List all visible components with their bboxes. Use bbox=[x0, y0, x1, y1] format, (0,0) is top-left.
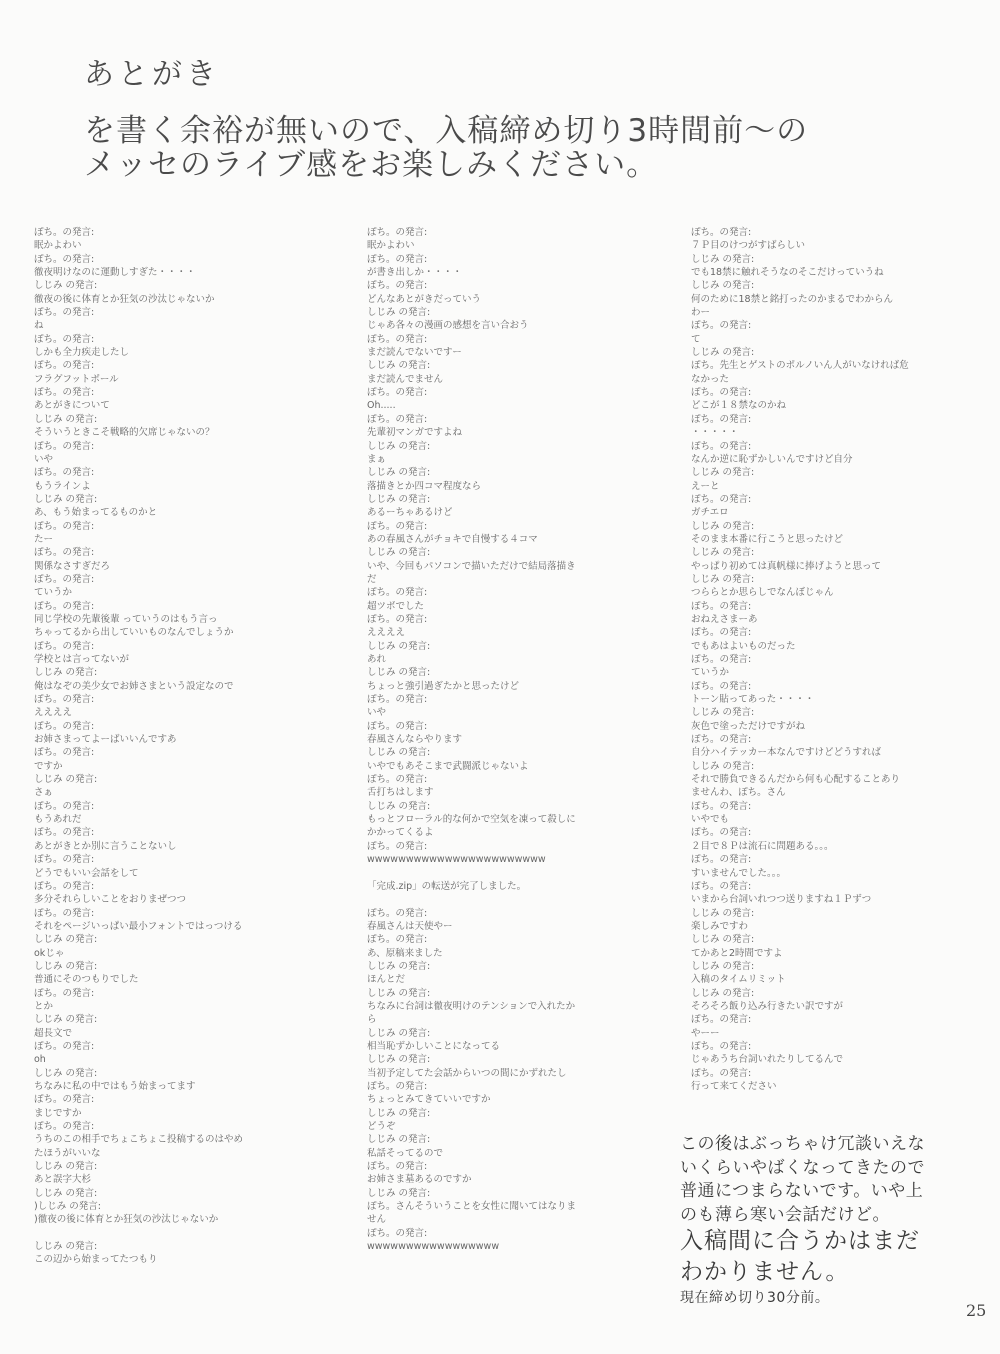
chat-line: しじみ の発言: bbox=[367, 1187, 431, 1199]
chat-line: しじみ の発言: bbox=[367, 1027, 431, 1039]
chat-line: わー bbox=[691, 307, 711, 319]
chat-line: )徹夜の後に体育とか狂気の沙汰じゃないか bbox=[34, 1214, 219, 1226]
chat-line: しじみ の発言: bbox=[367, 1054, 431, 1066]
chat-line: しじみ の発言: bbox=[34, 1187, 98, 1199]
chat-line: しじみ の発言: bbox=[691, 347, 755, 359]
chat-line: ぽち。の発言: bbox=[691, 320, 752, 332]
chat-line: おねえさまーあ bbox=[691, 613, 758, 625]
chat-line: 当初予定してた会話からいつの間にかずれたし bbox=[367, 1067, 567, 1079]
chat-line: しじみ の発言: bbox=[34, 774, 98, 786]
header-line-1: を書く余裕が無いので、入稿締め切り3時間前～の bbox=[84, 113, 809, 149]
chat-line: 眠かよわい bbox=[34, 240, 82, 252]
chat-line: okじゃ bbox=[34, 947, 65, 959]
chat-line: ぽち。の発言: bbox=[34, 520, 95, 532]
chat-line: ぽち。の発言: bbox=[691, 654, 752, 665]
chat-line: まぁ bbox=[367, 453, 387, 465]
chat-line: あれ bbox=[367, 654, 387, 665]
chat-line: じゃあ各々の漫画の感想を言い合おう bbox=[367, 320, 529, 332]
chat-line: ぽち。の発言: bbox=[367, 907, 428, 919]
chat-line: やーー bbox=[691, 1027, 720, 1039]
chat-line: えーと bbox=[691, 480, 720, 492]
chat-line: しじみ の発言: bbox=[367, 667, 431, 679]
chat-line: ぽち。の発言: bbox=[34, 360, 95, 372]
chat-line: ぽち。の発言: bbox=[367, 613, 428, 625]
chat-line: ぽち。先生とゲストのポルノいん人がいなければ危 bbox=[691, 360, 909, 372]
chat-line: いやでも bbox=[691, 814, 730, 826]
note-line: 普通につまらないです。いや上 bbox=[680, 1181, 924, 1201]
chat-line: 先輩初マンガですよね bbox=[367, 427, 463, 439]
note-line: のも薄ら寒い会話だけど。 bbox=[680, 1204, 890, 1225]
chat-line: あるーちゃあるけど bbox=[367, 507, 453, 519]
page-number: 25 bbox=[966, 1301, 987, 1320]
chat-line: いや bbox=[34, 453, 54, 465]
chat-line: ぽち。の発言: bbox=[367, 694, 428, 706]
chat-line: トーン貼ってあった・・・・ bbox=[691, 694, 815, 706]
chat-line: もうあれだ bbox=[34, 814, 82, 826]
chat-line: ぽち。の発言: bbox=[691, 1014, 752, 1026]
chat-line: 何のために18禁と銘打ったのかまるでわからん bbox=[691, 293, 893, 305]
chat-line: しじみ の発言: bbox=[34, 1067, 98, 1079]
closing-note-small bbox=[680, 1133, 980, 1227]
header-line-2: メッセのライブ感をお楽しみください。 bbox=[84, 147, 659, 183]
chat-line bbox=[34, 1227, 334, 1240]
chat-line: ちょっと強引過ぎたかと思ったけど bbox=[367, 680, 520, 692]
chat-line: 春風さんは天使やー bbox=[367, 920, 453, 932]
chat-line: ガチエロ bbox=[691, 507, 729, 519]
chat-line: ぽち。の発言: bbox=[691, 387, 752, 399]
chat-line: しじみ の発言: bbox=[367, 987, 431, 999]
chat-line: ぽち。の発言: bbox=[34, 1094, 95, 1106]
closing-note-large bbox=[680, 1226, 980, 1288]
chat-line: フラグフットボール bbox=[34, 373, 119, 385]
chat-line: お姉さま墓あるのですか bbox=[367, 1174, 472, 1186]
chat-line: しじみ の発言: bbox=[367, 747, 431, 759]
chat-line: 学校とは言ってないが bbox=[34, 654, 130, 665]
chat-line: さぁ bbox=[34, 787, 54, 799]
chat-line: あ、原稿来ました bbox=[367, 947, 443, 959]
chat-line: 眠かよわい bbox=[367, 240, 415, 252]
chat-line: しじみ の発言: bbox=[691, 467, 755, 479]
chat-line bbox=[367, 893, 657, 906]
chat-line: しじみ の発言: bbox=[34, 1014, 98, 1026]
chat-line: 超長文で bbox=[34, 1027, 73, 1039]
chat-line: なかった bbox=[691, 373, 730, 385]
chat-line: ぽち。の発言: bbox=[691, 227, 752, 238]
chat-line: ぽち。の発言: bbox=[367, 587, 428, 599]
chat-line: ええええ bbox=[367, 627, 406, 639]
chat-line: しじみ の発言: bbox=[34, 1241, 98, 1253]
chat-line: が書き出しか・・・・ bbox=[367, 267, 463, 279]
chat-line: wwwwwwwwwwwwwwwww bbox=[367, 1241, 500, 1253]
chat-line: て bbox=[691, 333, 701, 345]
chat-line: すいませんでした。。。 bbox=[691, 867, 787, 879]
chat-line: しじみ の発言: bbox=[367, 800, 431, 812]
chat-line: Oh..... bbox=[367, 400, 396, 412]
chat-line: ぽち。の発言: bbox=[34, 547, 95, 559]
chat-line: ね bbox=[34, 320, 44, 332]
chat-line: お姉さまってよーばいいんですあ bbox=[34, 734, 177, 746]
chat-line: 相当恥ずかしいことになってる bbox=[367, 1040, 501, 1052]
note-line: わかりません。 bbox=[680, 1259, 850, 1285]
chat-line: そろそろ飯り込み行きたい訳ですが bbox=[691, 1000, 844, 1012]
note-line: この後はぶっちゃけ冗談いえな bbox=[680, 1134, 925, 1154]
chat-line: あ、もう始まってるものかと bbox=[34, 507, 158, 519]
chat-line: ぽち。の発言: bbox=[367, 1161, 428, 1173]
chat-line: ぽち。の発言: bbox=[367, 840, 428, 852]
chat-line: たー bbox=[34, 533, 54, 545]
chat-line: 俺はなぞの美少女でお姉さまという設定なので bbox=[34, 680, 234, 692]
chat-line: ぽち。の発言: bbox=[691, 880, 752, 892]
chat-line: ぽち。の発言: bbox=[367, 227, 428, 238]
chat-line: ぽち。の発言: bbox=[691, 680, 752, 692]
chat-line: oh bbox=[34, 1054, 46, 1066]
chat-line: じゃあうち台詞いれたりしてるんで bbox=[691, 1054, 844, 1066]
chat-line: ぽち。の発言: bbox=[691, 600, 752, 612]
chat-line: しじみ の発言: bbox=[367, 440, 431, 452]
chat-line: かかってくるよ bbox=[367, 827, 434, 839]
chat-line: うちのこの相手でちょこちょこ投稿するのはやめ bbox=[34, 1134, 244, 1146]
chat-line: ていうか bbox=[34, 587, 73, 599]
chat-line: しじみ の発言: bbox=[691, 760, 755, 772]
chat-line: しじみ の発言: bbox=[34, 413, 98, 425]
note-line: いくらいやばくなってきたので bbox=[680, 1157, 925, 1178]
chat-line: しじみ の発言: bbox=[367, 1107, 431, 1119]
chat-line: しじみ の発言: bbox=[367, 547, 431, 559]
chat-line: せん bbox=[367, 1214, 387, 1226]
chat-line: しじみ の発言: bbox=[34, 280, 98, 292]
chat-line: まじですか bbox=[34, 1107, 82, 1119]
chat-line: しじみ の発言: bbox=[367, 960, 431, 972]
chat-line: ですか bbox=[34, 760, 63, 772]
chat-line: どこが１８禁なのかね bbox=[691, 400, 787, 412]
chat-line: いやでもあそこまで武闘派じゃないよ bbox=[367, 760, 529, 772]
chat-line: 舌打ちはします bbox=[367, 787, 434, 799]
chat-line: ぽち。の発言: bbox=[691, 734, 752, 746]
chat-line: しじみ の発言: bbox=[367, 493, 431, 505]
chat-line: それで勝負できるんだから何も心配することあり bbox=[691, 774, 901, 786]
chat-line: ぽち。の発言: bbox=[34, 1121, 95, 1133]
chat-line: ぽち。の発言: bbox=[691, 827, 752, 839]
chat-line: ぽち。の発言: bbox=[367, 720, 428, 732]
chat-line: つららとか思らしでなんぼじゃん bbox=[691, 587, 834, 599]
chat-line: 自分ハイテッカー本なんですけどどうすれば bbox=[691, 747, 882, 759]
chat-line: ぽち。の発言: bbox=[34, 440, 95, 452]
chat-line: ぽち。の発言: bbox=[34, 854, 95, 866]
chat-line: もっとフローラル的な何かで空気を凍って殺しに bbox=[367, 814, 576, 826]
chat-line: ぽち。の発言: bbox=[367, 413, 428, 425]
chat-line: ぽち。の発言: bbox=[34, 827, 95, 839]
chat-line: しじみ の発言: bbox=[691, 987, 755, 999]
chat-line: あとがきについて bbox=[34, 400, 110, 412]
chat-line: しじみ の発言: bbox=[691, 253, 755, 265]
chat-line: 「完成.zip」の転送が完了しました。 bbox=[367, 880, 527, 892]
chat-line: もうラインよ bbox=[34, 480, 91, 492]
chat-line: ぽち。の発言: bbox=[34, 987, 95, 999]
chat-line: ていうか bbox=[691, 667, 730, 679]
chat-line bbox=[367, 867, 657, 880]
chat-line: いまから台詞いれつつ送りますね１Ｐずつ bbox=[691, 894, 872, 906]
chat-line: ぽち。の発言: bbox=[34, 720, 95, 732]
chat-line: しじみ の発言: bbox=[367, 360, 431, 372]
chat-line: まだ読んでません bbox=[367, 373, 444, 385]
chat-line: 楽しみですわ bbox=[691, 920, 749, 932]
chat-line: ぽち。の発言: bbox=[34, 640, 95, 652]
chat-line: どんなあとがきだっていう bbox=[367, 293, 482, 305]
chat-line: しじみ の発言: bbox=[691, 547, 755, 559]
chat-line: ぽち。の発言: bbox=[691, 854, 752, 866]
chat-line: ぽち。の発言: bbox=[34, 880, 95, 892]
chat-line: 関係なさすぎだろ bbox=[34, 560, 111, 572]
chat-line: 徹夜の後に体育とか狂気の沙汰じゃないか bbox=[34, 293, 215, 305]
chat-line: ７Ｐ目のけつがすばらしい bbox=[691, 240, 806, 252]
chat-line: 徹夜明けなのに運動しすぎた・・・・ bbox=[34, 267, 196, 279]
chat-line: ２目で８Ｐは流石に問題ある。。。 bbox=[691, 840, 834, 852]
chat-line: 落描きとか四コマ程度なら bbox=[367, 480, 482, 492]
chat-line: いや bbox=[367, 707, 387, 719]
chat-line: ぽち。の発言: bbox=[367, 387, 428, 399]
chat-line: どうでもいい会話をして bbox=[34, 867, 139, 879]
chat-line: ぽち。の発言: bbox=[691, 440, 752, 452]
chat-line: だ bbox=[367, 573, 377, 585]
chat-line: 同じ学校の先輩後輩 っていうのはもう言っ bbox=[34, 613, 218, 625]
chat-line: 多分それらしいことをおりまぜつつ bbox=[34, 894, 187, 906]
chat-line: ぽち。の発言: bbox=[34, 800, 95, 812]
chat-line: しじみ の発言: bbox=[691, 280, 755, 292]
chat-line: ぽち。の発言: bbox=[34, 467, 95, 479]
chat-line: そういうときこそ戦略的欠席じゃないの？ bbox=[34, 427, 215, 439]
chat-line: ぽち。の発言: bbox=[691, 1067, 752, 1079]
chat-line: しかも全力疾走したし bbox=[34, 347, 130, 359]
chat-line: しじみ の発言: bbox=[367, 640, 431, 652]
chat-log-column-3 bbox=[691, 226, 971, 1093]
chat-line: ぽち。の発言: bbox=[34, 694, 95, 706]
chat-line: )しじみ の発言: bbox=[34, 1201, 101, 1213]
chat-line: 灰色で塗っただけですがね bbox=[691, 720, 806, 732]
page-title: あとがき bbox=[84, 57, 220, 92]
chat-line: ぽち。の発言: bbox=[367, 333, 428, 345]
chat-line: しじみ の発言: bbox=[34, 493, 98, 505]
chat-line: ほんとだ bbox=[367, 974, 406, 986]
chat-line: あの春風さんがチョキで自慢する４コマ bbox=[367, 533, 538, 545]
chat-line: ぽち。の発言: bbox=[34, 307, 95, 319]
chat-line: ぽち。の発言: bbox=[367, 1227, 428, 1239]
chat-line: ぽち。の発言: bbox=[34, 387, 95, 399]
chat-line: 入稿のタイムリミット bbox=[691, 974, 786, 986]
chat-line: ちょっとみてきていいですか bbox=[367, 1094, 491, 1106]
chat-line: 超ツボでした bbox=[367, 600, 425, 612]
chat-line: ぽち。の発言: bbox=[691, 627, 752, 639]
chat-line: ぽち。の発言: bbox=[691, 800, 752, 812]
chat-line: ら bbox=[367, 1014, 377, 1026]
chat-line: しじみ の発言: bbox=[34, 960, 98, 972]
chat-line: ぽち。の発言: bbox=[691, 1040, 752, 1052]
chat-line: あと誤字大杉 bbox=[34, 1174, 92, 1186]
chat-log-column-1 bbox=[34, 226, 334, 1267]
chat-line: ちゃってるから出していいものなんでしょうか bbox=[34, 627, 234, 639]
chat-line: あとがきとか別に言うことないし bbox=[34, 840, 177, 852]
chat-line: そのまま本番に行こうと思ったけど bbox=[691, 533, 844, 545]
chat-line: しじみ の発言: bbox=[691, 960, 755, 972]
chat-line: しじみ の発言: bbox=[367, 1134, 431, 1146]
chat-line: しじみ の発言: bbox=[367, 307, 431, 319]
chat-line: ぽち。の発言: bbox=[691, 493, 752, 505]
chat-line: しじみ の発言: bbox=[691, 707, 755, 719]
chat-line: やっぱり初めては真帆様に捧げようと思って bbox=[691, 560, 882, 572]
chat-line: ぽち。の発言: bbox=[34, 747, 95, 759]
chat-line: ぽち。の発言: bbox=[34, 227, 95, 238]
closing-note-tail: 現在締め切り30分前。 bbox=[680, 1290, 830, 1306]
chat-line: しじみ の発言: bbox=[691, 573, 755, 585]
chat-line: しじみ の発言: bbox=[367, 467, 431, 479]
chat-line: どうぞ bbox=[367, 1121, 396, 1133]
chat-line: しじみ の発言: bbox=[34, 934, 98, 946]
chat-line: でもあはよいものだった bbox=[691, 640, 796, 652]
chat-line: ぽち。の発言: bbox=[367, 280, 428, 292]
chat-line: ませんわ、ぽち。さん bbox=[691, 787, 786, 799]
chat-line: ぽち。の発言: bbox=[367, 520, 428, 532]
chat-line: ぽち。の発言: bbox=[34, 573, 95, 585]
chat-line: なんか逆に恥ずかしいんですけど自分 bbox=[691, 453, 853, 465]
chat-line: ぽち。の発言: bbox=[34, 253, 95, 265]
chat-line: それをページいっぱい最小フォントではっつける bbox=[34, 920, 243, 932]
chat-line: ぽち。の発言: bbox=[367, 934, 428, 946]
chat-line: たほうがいいな bbox=[34, 1147, 101, 1159]
chat-line: ぽち。の発言: bbox=[34, 1040, 95, 1052]
chat-line: まだ読んでないですー bbox=[367, 347, 462, 359]
chat-line: しじみ の発言: bbox=[34, 1161, 98, 1173]
chat-line: ぽち。の発言: bbox=[34, 907, 95, 919]
chat-line: ちなみに私の中ではもう始まってます bbox=[34, 1081, 196, 1092]
chat-line: 私話そってるので bbox=[367, 1147, 444, 1159]
chat-line: ちなみに台詞は徹夜明けのテンションで入れたか bbox=[367, 1000, 576, 1012]
chat-line: ええええ bbox=[34, 707, 73, 719]
chat-line: ぽち。の発言: bbox=[34, 600, 95, 612]
chat-line: ぽち。さんそういうことを女性に聞いてはなりま bbox=[367, 1201, 577, 1213]
chat-line: しじみ の発言: bbox=[691, 934, 755, 946]
chat-line: しじみ の発言: bbox=[691, 907, 755, 919]
chat-line: ぽち。の発言: bbox=[367, 1081, 428, 1092]
chat-line: でも18禁に触れそうなのそこだけっていうね bbox=[691, 267, 884, 279]
chat-line: ぽち。の発言: bbox=[691, 413, 752, 425]
note-line: 入稿間に合うかはまだ bbox=[680, 1228, 920, 1254]
chat-line: ぽち。の発言: bbox=[367, 253, 428, 265]
chat-line: ・・・・・ bbox=[691, 427, 739, 439]
chat-line: とか bbox=[34, 1000, 54, 1012]
chat-log-column-2 bbox=[367, 226, 657, 1253]
chat-line: 普通にそのつもりでした bbox=[34, 974, 139, 986]
chat-line: しじみ の発言: bbox=[34, 667, 98, 679]
chat-line: wwwwwwwwwwwwwwwwwwwwwww bbox=[367, 854, 546, 866]
chat-line: ぽち。の発言: bbox=[34, 333, 95, 345]
chat-line: ぽち。の発言: bbox=[367, 774, 428, 786]
chat-line: てかあと2時間ですよ bbox=[691, 947, 783, 959]
chat-line: いや、今回もパソコンで描いただけで結局落描き bbox=[367, 560, 576, 572]
chat-line: この辺から始まってたつもり bbox=[34, 1254, 158, 1266]
chat-line: 行って来てください bbox=[691, 1081, 777, 1092]
chat-line: 春風さんならやります bbox=[367, 734, 463, 746]
chat-line: しじみ の発言: bbox=[691, 520, 755, 532]
